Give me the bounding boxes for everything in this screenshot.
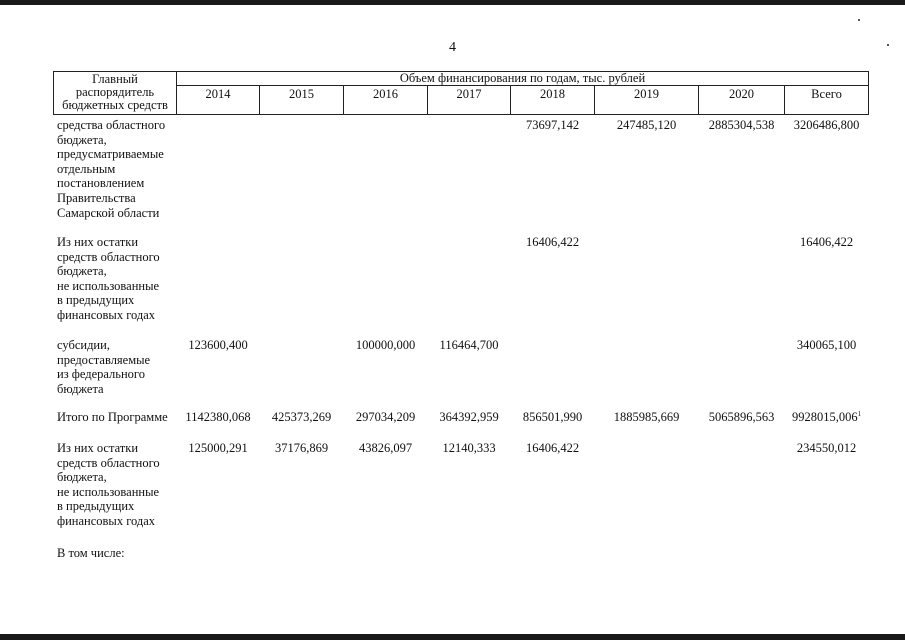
- row-label: Из них остатки средств областного бюджета, не использованные в предыдущих финансовых годах: [57, 235, 160, 322]
- table-cell: 100000,000: [355, 338, 416, 352]
- total-cell: 9928015,006$^1$: [791, 410, 862, 425]
- row-label: субсидии, предоставляемые из федерального бюджета: [57, 338, 151, 396]
- year-header: 2016: [373, 87, 398, 101]
- table-cell: 12140,333: [442, 441, 496, 455]
- footnote-marker: 1: [857, 410, 862, 418]
- total-header: Всего: [811, 87, 842, 101]
- year-header: 2015: [289, 87, 314, 101]
- table-cell: 2885304,538: [708, 118, 775, 132]
- table-cell: 16406,422: [799, 235, 854, 249]
- scan-edge-top: [0, 0, 905, 5]
- year-header: 2018: [540, 87, 565, 101]
- table-cell: 364392,959: [439, 410, 499, 424]
- col-header-administrator: Главный распорядитель бюджетных средств: [62, 72, 168, 112]
- year-header: 2019: [634, 87, 659, 101]
- table-cell: 1885985,669: [613, 410, 680, 424]
- row-label: Итого по Программе: [57, 410, 168, 424]
- table-cell: 425373,269: [271, 410, 332, 424]
- table-cell: 856501,990: [522, 410, 583, 424]
- table-cell: 16406,422: [525, 441, 580, 455]
- group-header: Объем финансирования по годам, тыс. рублей: [399, 71, 646, 85]
- header-divider: [176, 85, 869, 86]
- table-cell: 340065,100: [796, 338, 857, 352]
- year-header: 2014: [205, 87, 231, 101]
- row-label: Из них остатки средств областного бюджета, не использованные в предыдущих финансовых годах: [57, 441, 160, 528]
- footer-note: В том числе:: [57, 546, 125, 560]
- table-cell: 123600,400: [188, 338, 248, 352]
- table-cell: 43826,097: [358, 441, 413, 455]
- scan-speck: [858, 19, 860, 21]
- table-cell: 247485,120: [616, 118, 677, 132]
- table-cell: 16406,422: [525, 235, 580, 249]
- year-header: 2020: [729, 87, 754, 101]
- table-cell: 125000,291: [188, 441, 248, 455]
- table-cell: 116464,700: [439, 338, 499, 352]
- scan-speck: [887, 44, 889, 46]
- table-cell: 73697,142: [525, 118, 580, 132]
- table-cell: 3206486,800: [793, 118, 860, 132]
- year-header: 2017: [456, 87, 482, 101]
- table-cell: 5065896,563: [708, 410, 775, 424]
- page-number: 4: [449, 40, 456, 55]
- table-cell: 297034,209: [355, 410, 416, 424]
- row-label: средства областного бюджета, предусматриваемые отдельным постановлением Правительства Самарской области: [57, 118, 166, 220]
- table-cell: 37176,869: [274, 441, 329, 455]
- table-cell: 1142380,068: [185, 410, 251, 424]
- scan-edge-bottom: [0, 634, 905, 640]
- table-cell: 234550,012: [796, 441, 857, 455]
